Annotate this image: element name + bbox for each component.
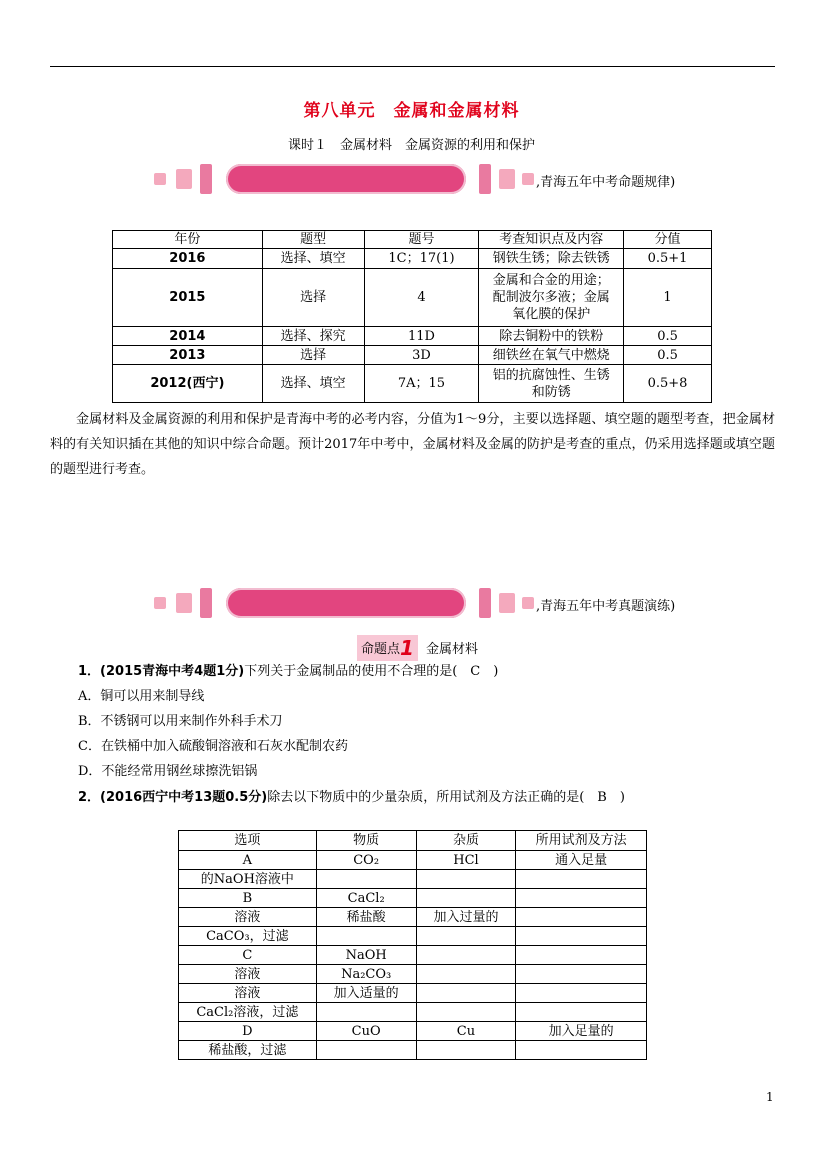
table-cell (416, 984, 516, 1003)
table-cell (516, 965, 647, 984)
exam-stats-table (112, 230, 712, 403)
table-header: 题型 (262, 231, 364, 249)
table-cell: 溶液 (179, 908, 317, 927)
content-line: 和防锈 (531, 384, 571, 400)
summary-paragraph (50, 407, 775, 482)
number-cell: 1C；17(1) (364, 249, 479, 269)
table-cell: CaCl₂ (316, 889, 416, 908)
type-cell: 选择 (262, 346, 364, 365)
table-cell (316, 1003, 416, 1022)
option-d: D．不能经常用钢丝球擦洗铝锅 (78, 764, 258, 779)
year-cell: 2016 (113, 249, 263, 269)
table-cell: 稀盐酸 (316, 908, 416, 927)
score-cell: 0.5 (624, 346, 712, 365)
content-cell: 钢铁生锈；除去铁锈 (479, 249, 624, 269)
type-cell: 选择、填空 (262, 365, 364, 403)
header-rule (50, 66, 775, 67)
banner-square (499, 593, 515, 613)
table-row (179, 851, 647, 870)
type-cell: 选择、填空 (262, 249, 364, 269)
question-stem: 下列关于金属制品的使用不合理的是( C ) (244, 664, 499, 679)
topic-badge-number: 1 (400, 636, 414, 660)
topic-title: 金属材料 (425, 642, 478, 657)
table-cell: NaOH (316, 946, 416, 965)
table-cell (316, 1041, 416, 1060)
banner-square (479, 164, 491, 194)
table-row (179, 1022, 647, 1041)
number-cell: 3D (364, 346, 479, 365)
table-cell: 加入足量的 (516, 1022, 647, 1041)
table-cell (416, 889, 516, 908)
table-cell (416, 927, 516, 946)
table-cell: CuO (316, 1022, 416, 1041)
content-cell (479, 269, 624, 327)
table-cell: 通入足量 (516, 851, 647, 870)
topic-badge (357, 635, 418, 661)
table-cell (416, 1041, 516, 1060)
topic-badge-label: 命题点 (361, 642, 401, 657)
banner-square (154, 173, 166, 185)
table-cell: 溶液 (179, 965, 317, 984)
table-header-row (113, 231, 712, 249)
table-cell: 的NaOH溶液中 (179, 870, 317, 889)
table-header: 物质 (316, 831, 416, 851)
number-cell: 11D (364, 327, 479, 346)
score-cell: 0.5+8 (624, 365, 712, 403)
table-cell: 加入适量的 (316, 984, 416, 1003)
table-cell (416, 946, 516, 965)
score-cell: 0.5+1 (624, 249, 712, 269)
section-banner-1 (154, 164, 744, 194)
table-cell (316, 870, 416, 889)
option-c: C．在铁桶中加入硫酸铜溶液和石灰水配制农药 (78, 739, 348, 754)
table-row (179, 908, 647, 927)
table-cell (316, 927, 416, 946)
table-cell: CO₂ (316, 851, 416, 870)
type-cell: 选择 (262, 269, 364, 327)
table-header-row (179, 831, 647, 851)
unit-title: 第八单元 金属和金属材料 (303, 101, 520, 121)
number-cell: 7A；15 (364, 365, 479, 403)
banner-pill (226, 588, 466, 618)
number-cell: 4 (364, 269, 479, 327)
table-row (113, 327, 712, 346)
page-number: 1 (766, 1090, 774, 1104)
banner-square (154, 597, 166, 609)
content-line: 铝的抗腐蚀性、生锈 (492, 367, 610, 383)
content-cell (479, 365, 624, 403)
topic-point (357, 635, 478, 661)
score-cell: 1 (624, 269, 712, 327)
table-header: 选项 (179, 831, 317, 851)
content-line: 配制波尔多液；金属 (492, 290, 610, 305)
type-cell: 选择、探究 (262, 327, 364, 346)
question-stem: 除去以下物质中的少量杂质，所用试剂及方法正确的是( B ) (267, 790, 625, 805)
table-header: 题号 (364, 231, 479, 249)
question-2 (78, 786, 625, 805)
year-cell: 2013 (113, 346, 263, 365)
table-cell (516, 984, 647, 1003)
table-header: 杂质 (416, 831, 516, 851)
banner-square (176, 593, 192, 613)
table-header: 考查知识点及内容 (479, 231, 624, 249)
table-header: 年份 (113, 231, 263, 249)
table-row (113, 249, 712, 269)
year-cell: 2014 (113, 327, 263, 346)
table-row (179, 946, 647, 965)
content-cell: 细铁丝在氧气中燃烧 (479, 346, 624, 365)
banner-caption: ,青海五年中考命题规律) (536, 175, 676, 190)
table-cell (516, 927, 647, 946)
table-cell (416, 1003, 516, 1022)
table-row (179, 889, 647, 908)
table-cell: HCl (416, 851, 516, 870)
banner-square (200, 164, 212, 194)
banner-square (200, 588, 212, 618)
table-cell: D (179, 1022, 317, 1041)
table-cell: Na₂CO₃ (316, 965, 416, 984)
banner-pill (226, 164, 466, 194)
table-header: 所用试剂及方法 (516, 831, 647, 851)
table-cell (516, 946, 647, 965)
option-b: B．不锈钢可以用来制作外科手术刀 (78, 714, 283, 729)
table-cell: 稀盐酸，过滤 (179, 1041, 317, 1060)
question-source: (2015青海中考4题1分) (100, 664, 245, 679)
banner-square (479, 588, 491, 618)
impurity-table (178, 830, 647, 1060)
table-row (113, 346, 712, 365)
year-cell: 2012(西宁) (113, 365, 263, 403)
table-cell: CaCO₃，过滤 (179, 927, 317, 946)
table-cell (516, 1003, 647, 1022)
question-number: 1． (78, 664, 101, 679)
table-cell: C (179, 946, 317, 965)
question-source: (2016西宁中考13题0.5分) (100, 790, 268, 805)
table-cell: 加入过量的 (416, 908, 516, 927)
banner-square (499, 169, 515, 189)
table-cell (516, 908, 647, 927)
content-cell: 除去铜粉中的铁粉 (479, 327, 624, 346)
banner-caption: ,青海五年中考真题演练) (536, 599, 676, 614)
table-row (179, 965, 647, 984)
table-row (113, 365, 712, 403)
table-cell: Cu (416, 1022, 516, 1041)
lesson-title: 课时１ 金属材料 金属资源的利用和保护 (287, 138, 535, 153)
table-header: 分值 (624, 231, 712, 249)
section-banner-2 (154, 588, 744, 618)
content-line: 金属和合金的用途； (492, 273, 610, 288)
table-cell (516, 889, 647, 908)
table-row (113, 269, 712, 327)
table-cell: CaCl₂溶液，过滤 (179, 1003, 317, 1022)
table-cell (416, 965, 516, 984)
table-cell (516, 870, 647, 889)
score-cell: 0.5 (624, 327, 712, 346)
option-a: A．铜可以用来制导线 (78, 689, 205, 704)
table-cell (416, 870, 516, 889)
table-cell: 溶液 (179, 984, 317, 1003)
table-cell (516, 1041, 647, 1060)
banner-square (176, 169, 192, 189)
table-row (179, 1003, 647, 1022)
table-row (179, 870, 647, 889)
content-line: 氧化膜的保护 (512, 307, 591, 322)
table-row (179, 927, 647, 946)
banner-square (522, 173, 534, 185)
summary-text: 金属材料及金属资源的利用和保护是青海中考的必考内容，分值为1～9分，主要以选择题、填空题的题型考查，把金属材料的有关知识插在其他的知识中综合命题。预计2017年中考中，金属材料及金属的防护是考查的重点，仍采用选择题或填空题的题型进行考查。 (50, 412, 775, 477)
question-number: 2． (78, 790, 101, 805)
year-cell: 2015 (113, 269, 263, 327)
banner-square (522, 597, 534, 609)
table-cell: B (179, 889, 317, 908)
table-row (179, 1041, 647, 1060)
question-1 (78, 660, 498, 679)
table-row (179, 984, 647, 1003)
table-cell: A (179, 851, 317, 870)
